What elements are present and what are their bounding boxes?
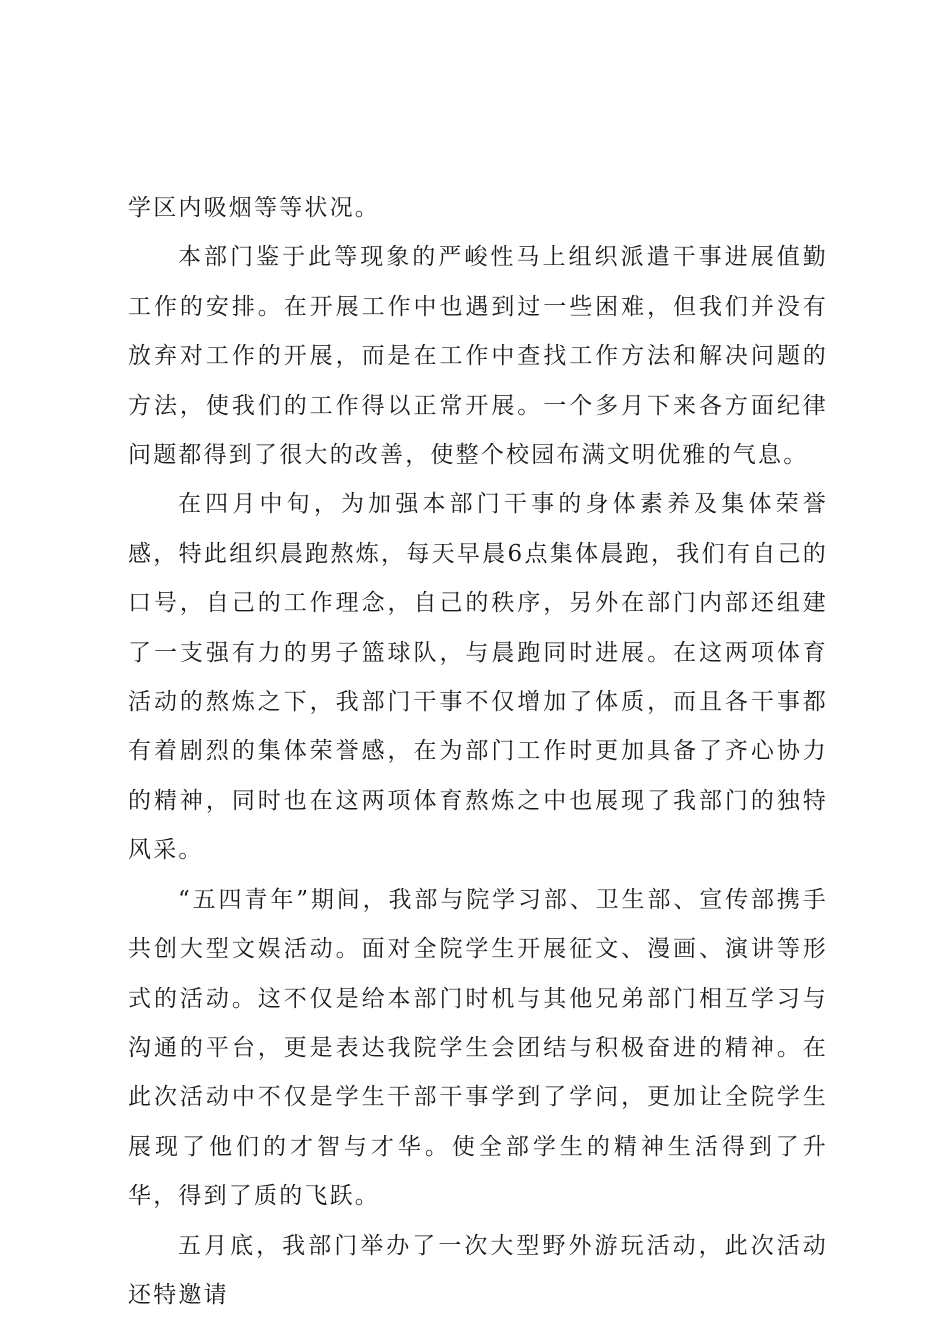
paragraph-4: “五四青年”期间，我部与院学习部、卫生部、宣传部携手共创大型文娱活动。面对全院学生开展征文、漫画、演讲等形式的活动。这不仅是给本部门时机与其他兄弟部门相互学习与沟通的平台，更是表达我院学生会团结与积极奋进的精神。在此次活动中不仅是学生干部干事学到了学问，更加让全院学生展现了他们的才智与才华。使全部学生的精神生活得到了升华，得到了质的飞跃。	[128, 886, 828, 1210]
paragraph-5: 五月底，我部门举办了一次大型野外游玩活动，此次活动还特邀请	[128, 1232, 828, 1308]
paragraph-2: 本部门鉴于此等现象的严峻性马上组织派遣干事进展值勤工作的安排。在开展工作中也遇到过一些困难，但我们并没有放弃对工作的开展，而是在工作中查找工作方法和解决问题的方法，使我们的工作得以正常开展。一个多月下来各方面纪律问题都得到了很大的改善，使整个校园布满文明优雅的气息。	[128, 244, 828, 469]
document-body	[128, 184, 828, 1320]
paragraph-1: 学区内吸烟等等状况。	[128, 195, 380, 221]
paragraph-3: 在四月中旬，为加强本部门干事的身体素养及集体荣誉感，特此组织晨跑熬炼，每天早晨6点集体晨跑，我们有自己的口号，自己的工作理念，自己的秩序，另外在部门内部还组建了一支强有力的男子篮球队，与晨跑同时进展。在这两项体育活动的熬炼之下，我部门干事不仅增加了体质，而且各干事都有着剧烈的集体荣誉感，在为部门工作时更加具备了齐心协力的精神，同时也在这两项体育熬炼之中也展现了我部门的独特风采。	[128, 491, 828, 864]
